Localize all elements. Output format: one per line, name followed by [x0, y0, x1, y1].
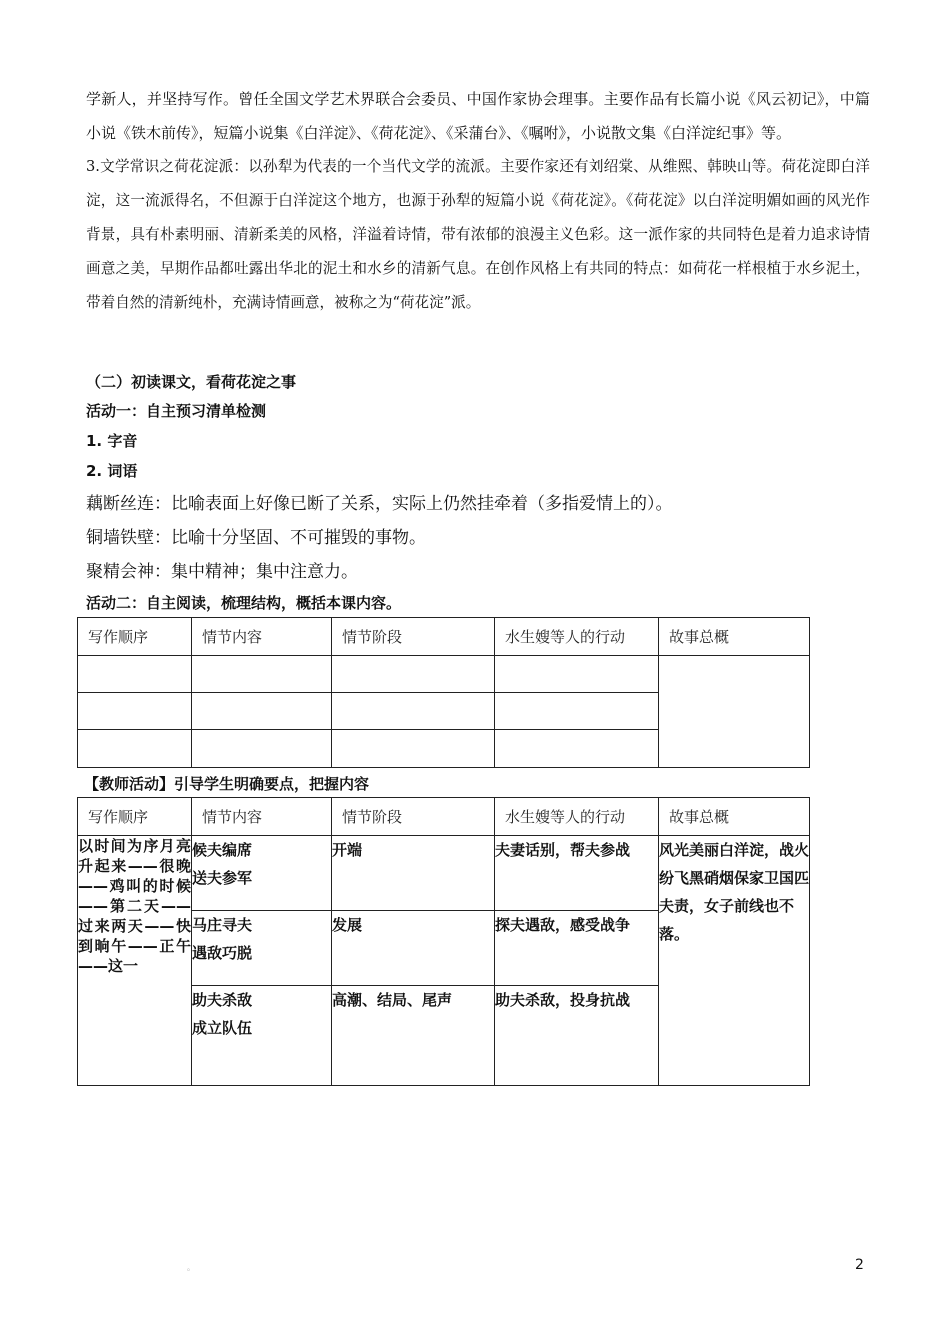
story-summary-cell: 风光美丽白洋淀，战火纷飞黑硝烟保家卫国匹夫责，女子前线也不落。: [659, 836, 810, 1086]
plot-content-line: 候夫编席: [192, 841, 253, 859]
table-row: [78, 656, 810, 693]
intro-paragraph: [86, 82, 870, 320]
item-vocabulary: 2. 词语: [86, 462, 138, 480]
plot-content-cell: [192, 986, 332, 1086]
table-row: [78, 836, 810, 911]
header-cell: 故事总概: [659, 618, 810, 656]
blank-cell[interactable]: [192, 656, 332, 693]
section-title: （二）初读课文，看荷花淀之事: [86, 373, 297, 391]
plot-content-line: 助夫杀敌: [192, 991, 253, 1009]
header-cell: 写作顺序: [78, 618, 192, 656]
header-cell: 故事总概: [659, 798, 810, 836]
item-pronunciation: 1. 字音: [86, 432, 138, 450]
blank-cell[interactable]: [78, 693, 192, 730]
plot-stage-cell: 开端: [332, 836, 495, 911]
plot-content-line: 成立队伍: [192, 1019, 253, 1037]
plot-content-cell: [192, 911, 332, 986]
table-header-row: [78, 798, 810, 836]
vocab-entry: 铜墙铁壁：比喻十分坚固、不可摧毁的事物。: [86, 528, 426, 548]
blank-cell[interactable]: [192, 693, 332, 730]
header-cell: 写作顺序: [78, 798, 192, 836]
plot-stage-cell: 高潮、结局、尾声: [332, 986, 495, 1086]
intro-line: 学新人，并坚持写作。曾任全国文学艺术界联合会委员、中国作家协会理事。主要作品有长篇小说《风云初记》，中篇小说《铁木前传》，短篇小说集《白洋淀》、《荷花淀》、《采蒲台》、《嘱咐》，小说散文集《白洋淀纪事》等。: [86, 90, 870, 142]
page-number: 2: [855, 1257, 864, 1273]
vocab-entry: 聚精会神：集中精神；集中注意力。: [86, 562, 358, 582]
answer-structure-table: [77, 797, 810, 1086]
action-cell: 夫妻话别，帮夫参战: [495, 836, 659, 911]
footer-mark: 。: [187, 1263, 195, 1272]
header-cell: 情节内容: [192, 798, 332, 836]
blank-cell[interactable]: [495, 656, 659, 693]
blank-cell[interactable]: [332, 730, 495, 768]
blank-cell[interactable]: [332, 693, 495, 730]
blank-cell[interactable]: [78, 730, 192, 768]
teacher-activity-title: 【教师活动】引导学生明确要点，把握内容: [84, 775, 370, 793]
plot-content-line: 送夫参军: [192, 869, 253, 887]
plot-stage-cell: 发展: [332, 911, 495, 986]
plot-content-line: 马庄寻夫: [192, 916, 253, 934]
blank-cell[interactable]: [495, 730, 659, 768]
vocab-entry: 藕断丝连：比喻表面上好像已断了关系，实际上仍然挂牵着（多指爱情上的）。: [86, 494, 673, 514]
header-cell: 情节阶段: [332, 798, 495, 836]
blank-cell[interactable]: [192, 730, 332, 768]
blank-cell[interactable]: [78, 656, 192, 693]
header-cell: 情节阶段: [332, 618, 495, 656]
blank-summary-cell[interactable]: [659, 656, 810, 768]
plot-content-line: 遇敌巧脱: [192, 944, 253, 962]
table-header-row: [78, 618, 810, 656]
literary-knowledge-item: 3.文学常识之荷花淀派：以孙犁为代表的一个当代文学的流派。主要作家还有刘绍棠、从维熙、韩映山等。荷花淀即白洋淀，这一流派得名，不但源于白洋淀这个地方，也源于孙犁的短篇小说《荷花淀》。《荷花淀》以白洋淀明媚如画的风光作背景，具有朴素明丽、清新柔美的风格，洋溢着诗情，带有浓郁的浪漫主义色彩。这一派作家的共同特色是着力追求诗情画意之美，早期作品都吐露出华北的泥土和水乡的清新气息。在创作风格上有共同的特点：如荷花一样根植于水乡泥土，带着自然的清新纯朴，充满诗情画意，被称之为“荷花淀”派。: [86, 158, 870, 311]
header-cell: 水生嫂等人的行动: [495, 618, 659, 656]
action-cell: 助夫杀敌，投身抗战: [495, 986, 659, 1086]
header-cell: 水生嫂等人的行动: [495, 798, 659, 836]
blank-cell[interactable]: [332, 656, 495, 693]
writing-order-cell: 以时间为序月亮升起来——很晚——鸡叫的时候——第二天——过来两天——快到晌午——正午——这一: [78, 836, 192, 1086]
header-cell: 情节内容: [192, 618, 332, 656]
blank-cell[interactable]: [495, 693, 659, 730]
activity-two-title: 活动二：自主阅读，梳理结构，概括本课内容。: [86, 594, 402, 612]
action-cell: 探夫遇敌，感受战争: [495, 911, 659, 986]
blank-structure-table: [77, 617, 810, 768]
plot-content-cell: [192, 836, 332, 911]
activity-one-title: 活动一：自主预习清单检测: [86, 402, 267, 420]
